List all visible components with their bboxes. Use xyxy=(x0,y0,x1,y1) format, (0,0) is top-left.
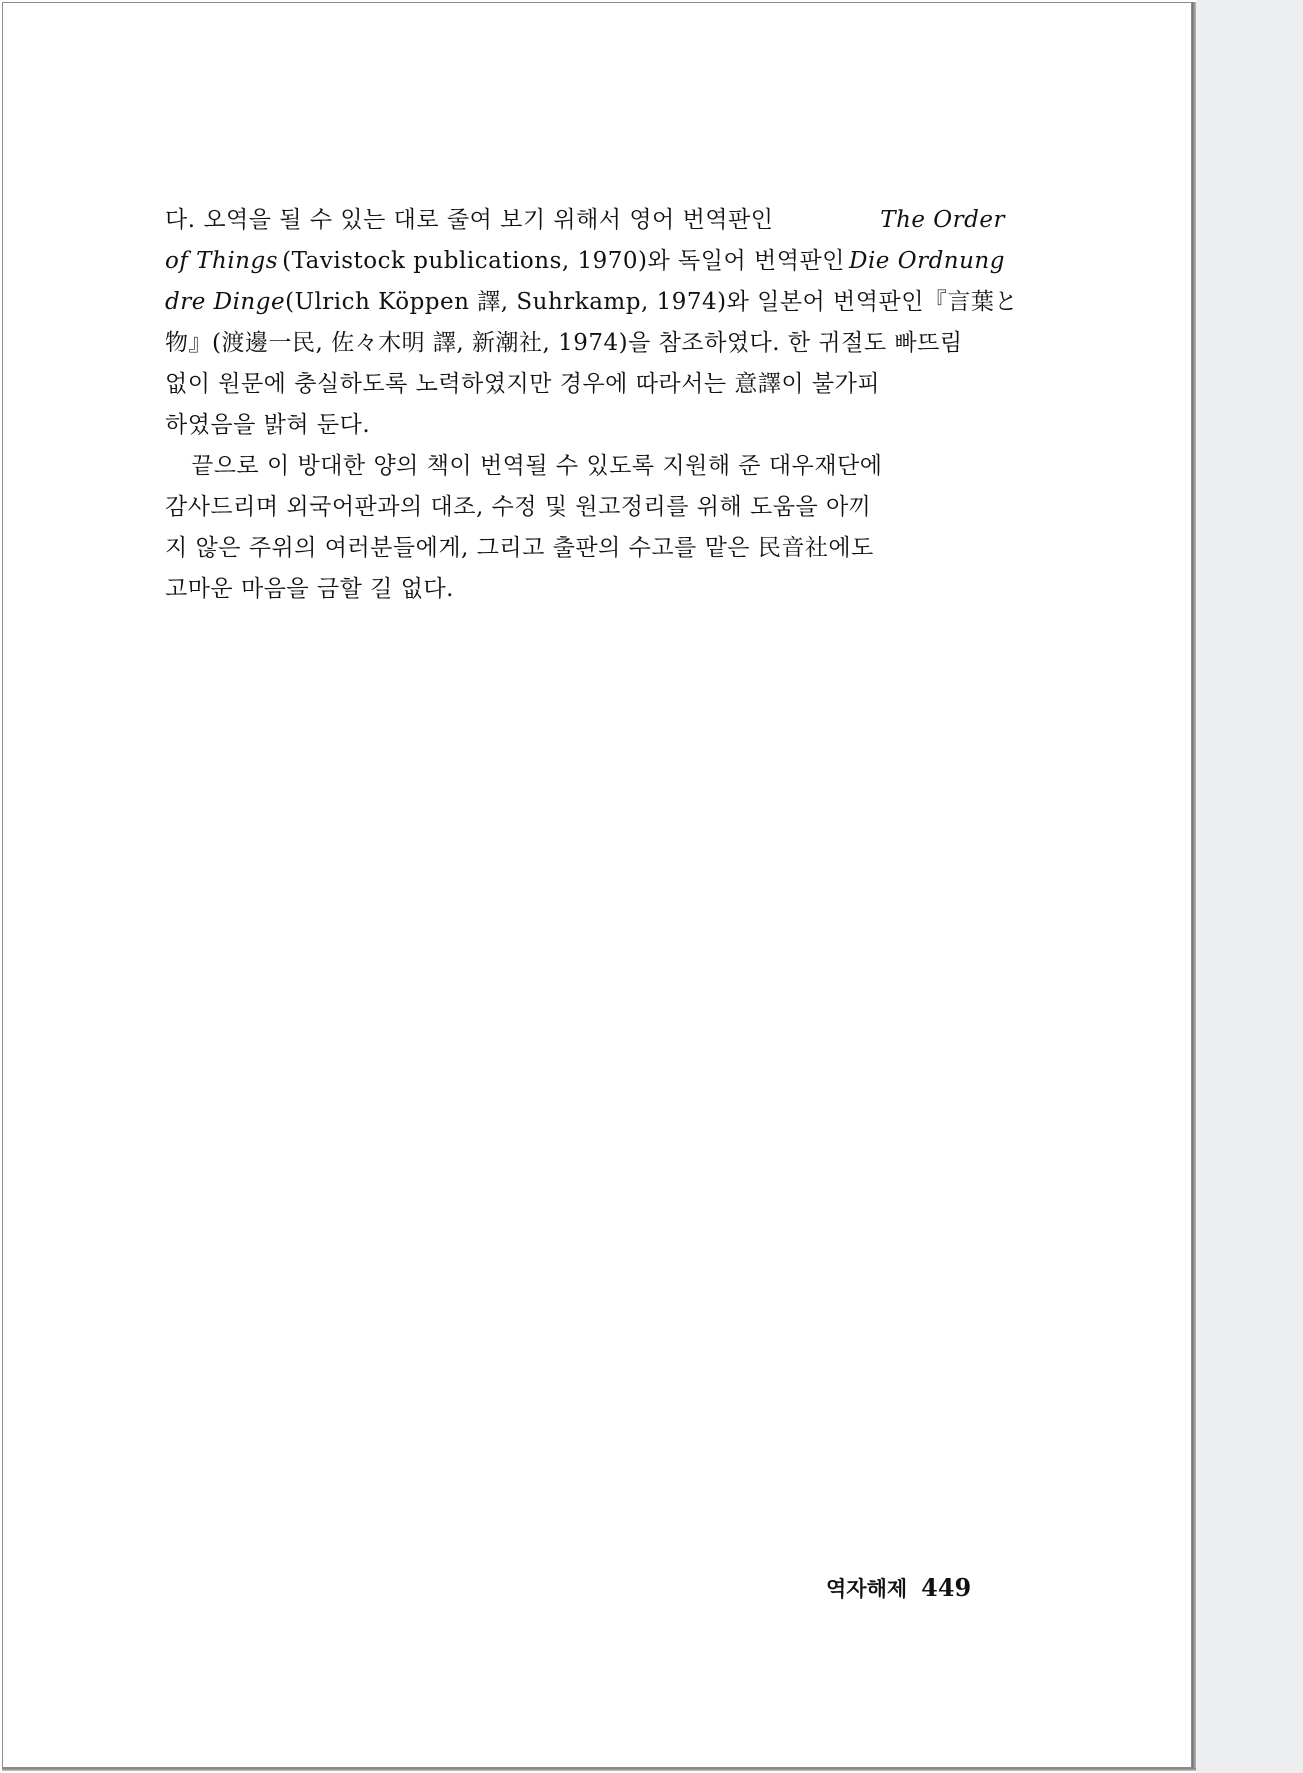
line-6-text: 하였음을 밝혀 둔다. xyxy=(165,412,371,438)
text-line xyxy=(165,282,1018,323)
viewer-gutter xyxy=(1196,0,1303,1773)
text-line xyxy=(165,528,1005,569)
line-1-italic-title: The Order xyxy=(880,207,1005,233)
line-7-text: 끝으로 이 방대한 양의 책이 번역될 수 있도록 지원해 준 대우재단에 xyxy=(191,453,883,479)
line-2-italic-title: of Things xyxy=(165,248,279,274)
text-line xyxy=(165,487,1005,528)
text-line xyxy=(165,323,1005,364)
line-8-text: 감사드리며 외국어판과의 대조, 수정 및 원고정리를 위해 도움을 아끼 xyxy=(165,494,872,520)
text-line xyxy=(165,405,1005,446)
text-line xyxy=(165,569,1005,610)
line-5-text: 없이 원문에 충실하도록 노력하였지만 경우에 따라서는 意譯이 불가피 xyxy=(165,371,881,397)
text-line xyxy=(165,364,1005,405)
line-2-italic-title-2: Die Ordnung xyxy=(849,248,1005,274)
line-3-text: (Ulrich Köppen 譯, Suhrkamp, 1974)와 일본어 번역판인『言葉と xyxy=(285,289,1018,315)
line-2-text: (Tavistock publications, 1970)와 독일어 번역판인 xyxy=(282,248,845,274)
text-line xyxy=(165,446,1005,487)
line-3-italic-title: dre Dinge xyxy=(165,289,286,315)
text-line xyxy=(165,241,1005,282)
footer-section-title: 역자해제 xyxy=(826,1577,908,1601)
running-footer xyxy=(826,1573,971,1603)
page-shadow-bottom xyxy=(2,1768,1196,1771)
line-4-text: 物』(渡邊一民, 佐々木明 譯, 新潮社, 1974)을 참조하였다. 한 귀절도 빠뜨림 xyxy=(165,330,963,356)
line-9-text: 지 않은 주위의 여러분들에게, 그리고 출판의 수고를 맡은 民音社에도 xyxy=(165,535,874,561)
line-1-text: 다. 오역을 될 수 있는 대로 줄여 보기 위해서 영어 번역판인 xyxy=(165,207,774,233)
page-number: 449 xyxy=(921,1573,972,1602)
body-text xyxy=(165,200,1018,610)
line-10-text: 고마운 마음을 금할 길 없다. xyxy=(165,576,454,602)
text-line xyxy=(165,200,1005,241)
